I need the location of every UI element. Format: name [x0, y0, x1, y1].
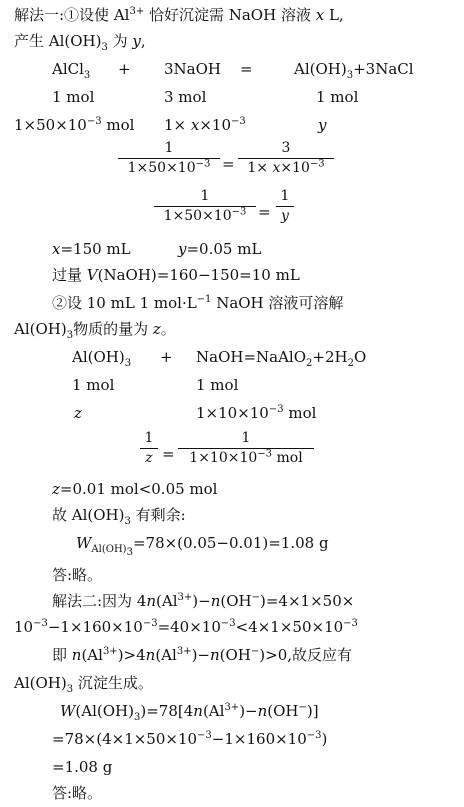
part2-intro-line1: ②设 10 mL 1 $mol\cdot L^{-1}$ NaOH 溶液可溶解: [52, 294, 344, 312]
eq1-amount-alcl3: $1\times 50\times 10^{-3}$ mol: [14, 116, 135, 134]
proportion1-right: 3 $1\times x\times 10^{-3}$: [238, 140, 334, 177]
eq2-mol-naoh: 1 mol: [196, 376, 239, 394]
method1-intro-line2: 产生 $Al(OH)_3$ 为 y,: [14, 32, 146, 53]
method2-answer: 答:略。: [52, 784, 103, 802]
eq2-right-side: $NaOH=NaAlO_2+2H_2O$: [196, 348, 367, 369]
part2-remainder: 故 $Al(OH)_3$ 有剩余:: [52, 506, 186, 527]
proportion3-left: 1 z: [140, 430, 158, 467]
part2-intro-line2: $Al(OH)_3$物质的量为 z。: [14, 320, 176, 341]
method2-line3: 即 $n(Al^{3+})>4n(Al^{3+})-n(OH^-)>0$,故反应有: [52, 646, 353, 664]
method2-line1: 解法二:因为 $4n(Al^{3+})-n(OH^-)=4\times 1\times 50\times$: [52, 592, 355, 610]
eq1-product: $Al(OH)_3+3NaCl$: [294, 60, 414, 81]
eq1-reactant-naoh: 3NaOH: [164, 60, 221, 78]
eq1-plus: +: [118, 60, 131, 78]
method1-result-y: y=0.05 mL: [178, 240, 262, 258]
proportion1-left: 1 $1\times 50\times 10^{-3}$: [118, 140, 220, 177]
eq2-amount-aloh3: z: [74, 404, 82, 422]
method1-excess-naoh: 过量 V(NaOH)=160−150=10 mL: [52, 266, 300, 284]
eq2-amount-naoh: $1\times 10\times 10^{-3}$ mol: [196, 404, 317, 422]
proportion3-right: 1 $1\times 10\times 10^{-3}$ mol: [178, 430, 314, 467]
eq1-reactant-alcl3: AlCl$_3$: [52, 60, 91, 81]
proportion3-equals: =: [162, 445, 175, 463]
eq2-reactant-aloh3: $Al(OH)_3$: [72, 348, 132, 369]
eq1-amount-product: y: [318, 116, 327, 134]
method1-intro-line1: 解法一:①设使 $Al^{3+}$ 恰好沉淀需 NaOH 溶液 x L,: [14, 6, 344, 24]
method2-line5: $W(Al(OH)_3)=78[4n(Al^{3+})-n(OH^-)]$: [60, 702, 319, 723]
part2-result-z: z=0.01 mol<0.05 mol: [52, 480, 218, 498]
method2-line4: $Al(OH)_3$ 沉淀生成。: [14, 674, 153, 695]
eq1-equals: =: [240, 60, 253, 78]
part2-answer: 答:略。: [52, 566, 103, 584]
method1-result-x: x=150 mL: [52, 240, 131, 258]
method2-line6: $=78\times(4\times 1\times 50\times 10^{-3}-1\times 160\times 10^{-3})$: [52, 730, 328, 748]
eq1-mol-product: 1 mol: [316, 88, 359, 106]
proportion1-equals: =: [222, 155, 235, 173]
eq2-mol-aloh3: 1 mol: [72, 376, 115, 394]
proportion2-left: 1 $1\times 50\times 10^{-3}$: [154, 188, 256, 225]
part2-mass: $W_{Al(OH)_3}=78\times(0.05-0.01)=1.08$ g: [76, 534, 329, 558]
proportion2-equals: =: [258, 203, 271, 221]
proportion2-right: 1 y: [276, 188, 294, 225]
eq1-mol-alcl3: 1 mol: [52, 88, 95, 106]
eq1-amount-naoh: $1\times x\times 10^{-3}$: [164, 116, 246, 134]
eq2-plus: +: [160, 348, 173, 366]
method2-line2: $10^{-3}-1\times 160\times 10^{-3}=40\times 10^{-3}<4\times 1\times 50\times 10^{-3}$: [14, 618, 358, 636]
method2-line7: =1.08 g: [52, 758, 113, 776]
eq1-mol-naoh: 3 mol: [164, 88, 207, 106]
